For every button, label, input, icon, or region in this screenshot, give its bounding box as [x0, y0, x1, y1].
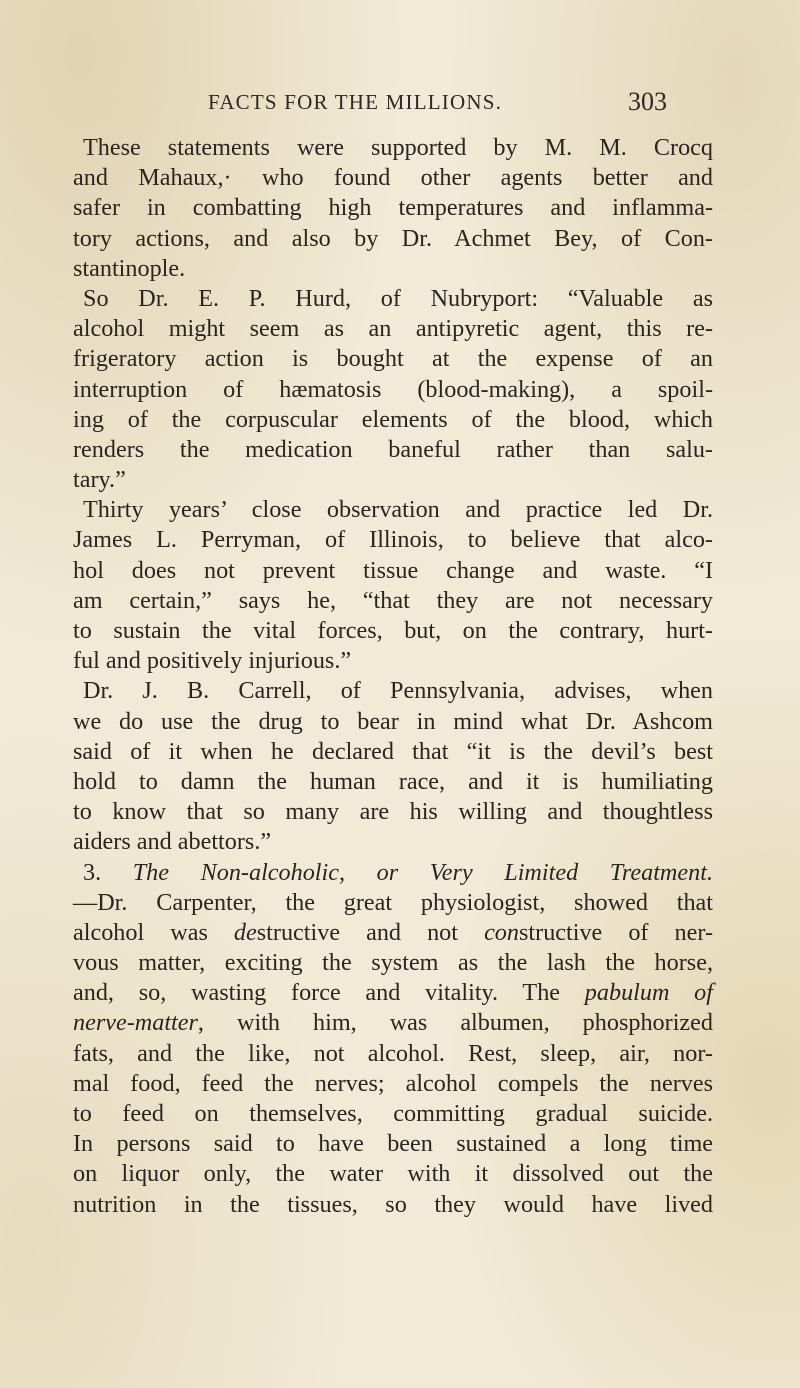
line-text: on liquor only, the water with it dissolved out the — [73, 1160, 713, 1188]
line-text: Thirty years’ close observation and practice led Dr. — [83, 496, 713, 524]
italic-text: de — [233, 918, 257, 946]
text-line — [73, 646, 713, 676]
text-line — [73, 586, 713, 616]
text-line — [73, 1008, 713, 1038]
line-text: and Mahaux,· who found other agents better and — [73, 164, 713, 192]
line-text: interruption of hæmatosis (blood-making), a spoil- — [73, 375, 713, 403]
line-text: —Dr. Carpenter, the great physiologist, showed that — [73, 888, 713, 916]
line-text: am certain,” says he, “that they are not necessary — [73, 586, 713, 614]
line-text: So Dr. E. P. Hurd, of Nubryport: “Valuable as — [83, 284, 713, 312]
text-line — [73, 676, 713, 706]
line-text: structive of ner- — [519, 918, 714, 946]
line-text: structive and not — [256, 918, 485, 946]
text-line — [73, 405, 713, 435]
text-line — [73, 133, 713, 163]
text-line — [73, 797, 713, 827]
text-line — [73, 858, 713, 888]
text-line — [73, 163, 713, 193]
text-line — [73, 254, 713, 284]
text-line — [73, 1039, 713, 1069]
text-line — [73, 465, 713, 495]
italic-text: The Non-alcoholic, or Very Limited Treatment. — [132, 858, 713, 886]
line-text: These statements were supported by M. M. Crocq — [83, 134, 713, 161]
text-line — [73, 314, 713, 344]
line-text: to feed on themselves, committing gradual suicide. — [73, 1100, 713, 1127]
text-line — [73, 888, 713, 918]
text-line — [73, 495, 713, 525]
line-text: we do use the drug to bear in mind what Dr. Ashcom — [73, 707, 713, 735]
line-text: alcohol might seem as an antipyretic agent, this re- — [73, 315, 713, 343]
line-text: ful and positively injurious.” — [73, 647, 352, 675]
text-line — [73, 435, 713, 465]
body-text — [73, 133, 713, 1220]
text-line — [73, 1190, 713, 1220]
text-line — [73, 918, 713, 948]
line-text: Dr. J. B. Carrell, of Pennsylvania, advises, when — [83, 677, 713, 705]
text-line — [73, 767, 713, 797]
line-text: stantinople. — [73, 254, 186, 282]
line-text: and, so, wasting force and vitality. The — [73, 979, 585, 1007]
line-text: James L. Perryman, of Illinois, to believe that alco- — [73, 526, 713, 554]
italic-text: nerve-matter — [73, 1009, 198, 1037]
line-text: aiders and abettors.” — [73, 828, 272, 856]
line-text: , with him, was albumen, phosphorized — [197, 1009, 713, 1037]
text-line — [73, 556, 713, 586]
line-text: said of it when he declared that “it is the devil’s best — [73, 737, 713, 765]
text-line — [73, 978, 713, 1008]
line-text: renders the medication baneful rather than salu- — [73, 435, 713, 463]
line-text: frigeratory action is bought at the expense of an — [73, 345, 713, 373]
text-line — [73, 375, 713, 405]
line-text: hold to damn the human race, and it is humiliating — [73, 767, 713, 795]
italic-text: pabulum of — [584, 979, 713, 1007]
running-title: FACTS FOR THE MILLIONS. — [208, 90, 503, 114]
line-text: tary.” — [73, 466, 126, 494]
text-line — [73, 525, 713, 555]
line-text: alcohol was — [73, 918, 234, 946]
line-text: to sustain the vital forces, but, on the contrary, hurt- — [73, 617, 713, 644]
text-line — [73, 344, 713, 374]
line-text: vous matter, exciting the system as the lash the horse, — [73, 949, 713, 977]
text-line — [73, 193, 713, 223]
text-line — [73, 1069, 713, 1099]
text-line — [73, 948, 713, 978]
text-line — [73, 707, 713, 737]
text-line — [73, 616, 713, 646]
text-line — [73, 1129, 713, 1159]
line-text: to know that so many are his willing and thoughtless — [73, 798, 713, 826]
text-line — [73, 827, 713, 857]
page-number: 303 — [628, 87, 667, 116]
line-text: 3. — [83, 858, 133, 886]
text-line — [73, 1099, 713, 1129]
line-text: In persons said to have been sustained a long time — [73, 1130, 713, 1158]
italic-text: con — [484, 918, 519, 946]
line-text: tory actions, and also by Dr. Achmet Bey, of Con- — [73, 224, 713, 252]
line-text: hol does not prevent tissue change and waste. “I — [73, 556, 713, 584]
line-text: fats, and the like, not alcohol. Rest, sleep, air, nor- — [73, 1039, 713, 1067]
line-text: ing of the corpuscular elements of the blood, which — [73, 405, 713, 433]
text-line — [73, 737, 713, 767]
line-text: nutrition in the tissues, so they would have lived — [73, 1190, 713, 1218]
line-text: mal food, feed the nerves; alcohol compels the nerves — [73, 1069, 713, 1097]
text-line — [73, 224, 713, 254]
text-line — [73, 284, 713, 314]
line-text: safer in combatting high temperatures and inflamma- — [73, 194, 713, 222]
running-head — [0, 84, 800, 120]
text-line — [73, 1159, 713, 1189]
